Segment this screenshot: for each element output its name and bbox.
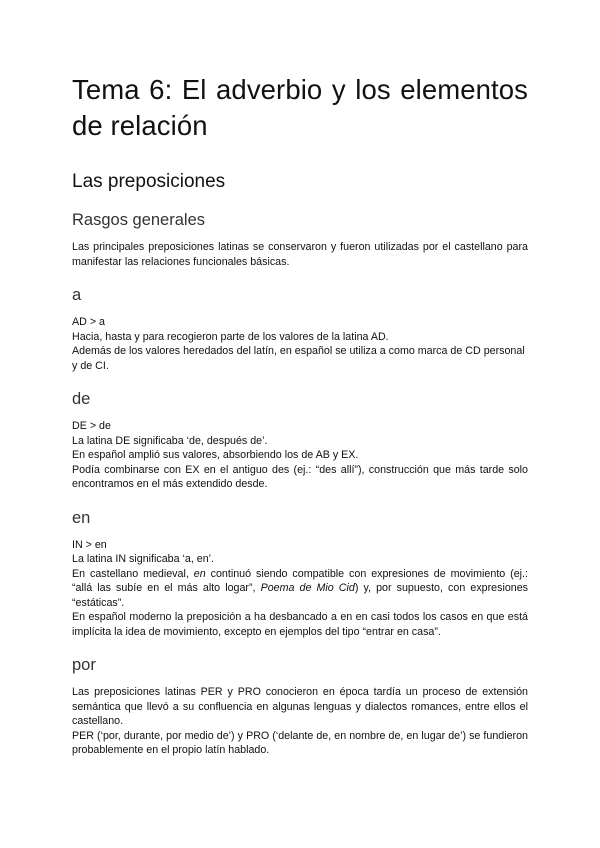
paragraph-line: Podía combinarse con EX en el antiguo des (ej.: “des allí”), construcción que más tarde solo encontramos en el más extendido desde.	[72, 463, 528, 490]
paragraph-line: DE > de	[72, 420, 111, 432]
text-run: En castellano medieval,	[72, 567, 189, 580]
paragraph: Las principales preposiciones latinas se conservaron y fueron utilizadas por el castellano para manifestar las relaciones funcionales básicas.	[72, 241, 528, 268]
paragraph	[72, 538, 528, 567]
subsection-heading-a: a	[72, 286, 82, 304]
section-heading-preposiciones: Las preposiciones	[72, 171, 226, 192]
text-run: continuó siendo compatible con expresiones de movimiento (ej.: “allá las subíe en el más alto logar”,	[72, 567, 528, 594]
subsection-heading-por: por	[72, 656, 96, 674]
text-run-italic: Poema de Mio Cid	[260, 582, 355, 594]
paragraph-line: En español amplió sus valores, absorbiendo los de AB y EX.	[72, 449, 359, 461]
paragraph-line: AD > a	[72, 316, 105, 328]
subsection-heading-de: de	[72, 390, 91, 408]
page-title: Tema 6: El adverbio y los elementos de relación	[72, 74, 528, 141]
text-run: ) y, por supuesto, con expresiones “estáticas”.	[72, 582, 528, 609]
paragraph	[72, 419, 528, 463]
paragraph-line: Hacia, hasta y para recogieron parte de los valores de la latina AD.	[72, 330, 389, 343]
subsection-heading-rasgos-generales: Rasgos generales	[72, 211, 205, 229]
paragraph-line: La latina DE significaba ‘de, después de’.	[72, 434, 268, 447]
paragraph-line: La latina IN significaba ‘a, en’.	[72, 553, 214, 565]
paragraph	[72, 567, 528, 611]
text-run-italic: en	[193, 567, 206, 580]
paragraph	[72, 315, 528, 344]
paragraph: Las preposiciones latinas PER y PRO conocieron en época tardía un proceso de extensión semántica que llevó a su confluencia en algunas lenguas y dialectos romances, entre ellos el castellano.	[72, 686, 528, 727]
paragraph-line: En español moderno la preposición a ha desbancado a en en casi todos los casos en que está implícita la idea de movimiento, excepto en ejemplos del tipo “entrar en casa”.	[72, 611, 528, 638]
paragraph-line: Además de los valores heredados del latín, en español se utiliza a como marca de CD personal y de CI.	[72, 345, 525, 372]
paragraph: PER (‘por, durante, por medio de’) y PRO (‘delante de, en nombre de, en lugar de’) se fundieron probablemente en el propio latín hablado.	[72, 729, 528, 756]
paragraph-line: IN > en	[72, 538, 107, 551]
subsection-heading-en: en	[72, 508, 91, 527]
